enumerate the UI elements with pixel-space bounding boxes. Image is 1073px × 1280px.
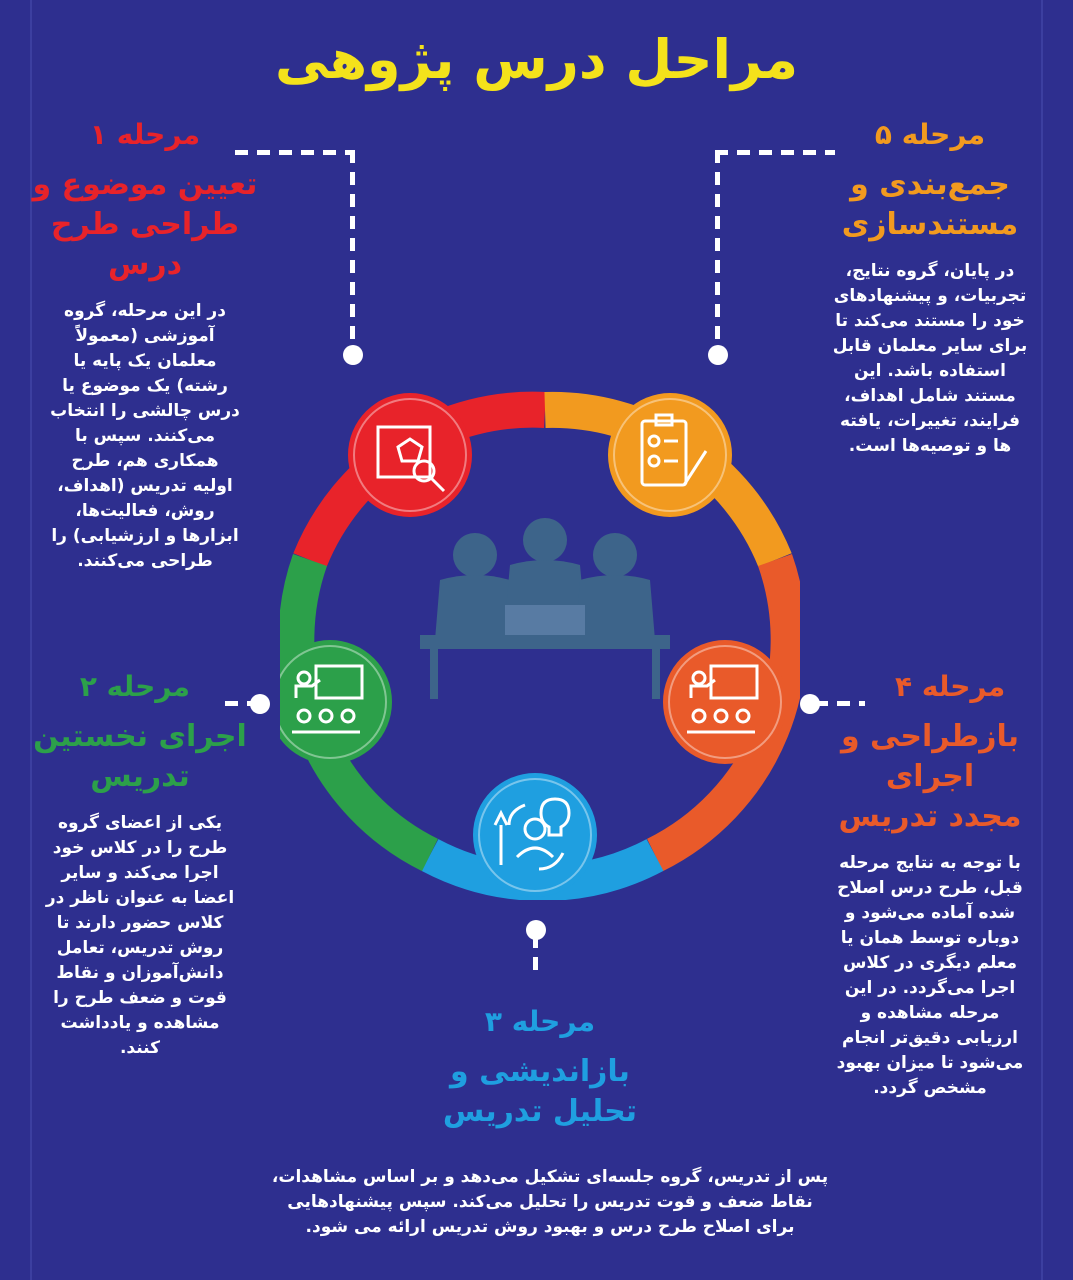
stage-4-node	[663, 640, 787, 764]
stage-1-title: تعیین موضوع و طراحی طرح درس	[32, 167, 258, 282]
stage-2-node	[280, 640, 392, 764]
connector-stage-1-dot	[343, 345, 363, 365]
stage-1	[30, 118, 260, 574]
stage-1-node	[348, 393, 472, 517]
stage-5-description: در پایان، گروه نتایج، تجربیات، و پیشنهادهای خود را مستند می‌کند تا برای سایر معلمان قابل استفاده باشد. این مستند شامل اهداف، فرایند، تغییرات، یافته ها و توصیه‌ها است.	[832, 261, 1028, 456]
connector-stage-4-horizontal	[815, 701, 865, 706]
stage-5-number: مرحله ۵	[874, 118, 986, 151]
stage-3-node	[473, 773, 597, 897]
connector-stage-1-vertical	[350, 150, 355, 345]
stage-5	[820, 118, 1040, 459]
stage-3-description-wrap	[270, 1165, 830, 1240]
stage-2-description: یکی از اعضای گروه طرح را در کلاس خود اجرا می‌کند و سایر اعضا به عنوان ناظر در کلاس حضور دارند تا روش تدریس، تعامل دانش‌آموزان و نقاط قوت و ضعف طرح را مشاهده و یادداشت کنند.	[45, 813, 235, 1058]
cycle-ring-diagram	[280, 380, 800, 900]
connector-stage-5-dot	[708, 345, 728, 365]
stage-2	[30, 670, 250, 1061]
stage-4-description: با توجه به نتایج مرحله قبل، طرح درس اصلاح شده آماده می‌شود و دوباره توسط همان یا معلم دیگری در کلاس اجرا می‌گردد. در این مرحله مشاهده و ارزیابی دقیق‌تر انجام می‌شود تا میزان بهبود مشخص گردد.	[836, 853, 1024, 1098]
stage-3-description: پس از تدریس، گروه جلسه‌ای تشکیل می‌دهد و بر اساس مشاهدات، نقاط ضعف و قوت تدریس را تحلیل می‌کند. سپس پیشنهادهایی برای اصلاح طرح درس و بهبود روش تدریس ارائه می شود.	[271, 1167, 829, 1237]
connector-stage-3-vertical	[533, 935, 538, 970]
stage-4	[815, 670, 1045, 1101]
meeting-table-illustration	[420, 518, 670, 699]
stage-3-title: بازاندیشی و تحلیل تدریس	[442, 1054, 638, 1129]
stage-2-number: مرحله ۲	[79, 670, 190, 703]
connector-stage-2-dot	[250, 694, 270, 714]
stage-1-description: در این مرحله، گروه آموزشی (معمولاً معلمان یک پایه یا رشته) یک موضوع یا درس چالشی را انتخاب می‌کنند. سپس با همکاری هم، طرح اولیه تدریس (اهداف، روش، فعالیت‌ها، ابزارها و ارزشیابی) را طراحی می‌کنند.	[50, 301, 240, 571]
stage-5-title: جمع‌بندی و مستندسازی	[841, 167, 1019, 242]
stage-4-number: مرحله ۴	[895, 670, 1006, 703]
stage-1-number: مرحله ۱	[89, 118, 201, 151]
stage-2-title: اجرای نخستین تدریس	[33, 719, 247, 794]
connector-stage-1-horizontal	[235, 150, 355, 155]
stage-3-number: مرحله ۳	[484, 1005, 596, 1038]
connector-stage-5-vertical	[715, 150, 720, 345]
stage-4-title: بازطراحی و اجرای مجدد تدریس	[838, 719, 1022, 834]
stage-3	[330, 1005, 750, 1146]
stage-5-node	[608, 393, 732, 517]
connector-stage-5-horizontal	[715, 150, 835, 155]
page-title: مراحل درس پژوهی	[274, 28, 799, 91]
